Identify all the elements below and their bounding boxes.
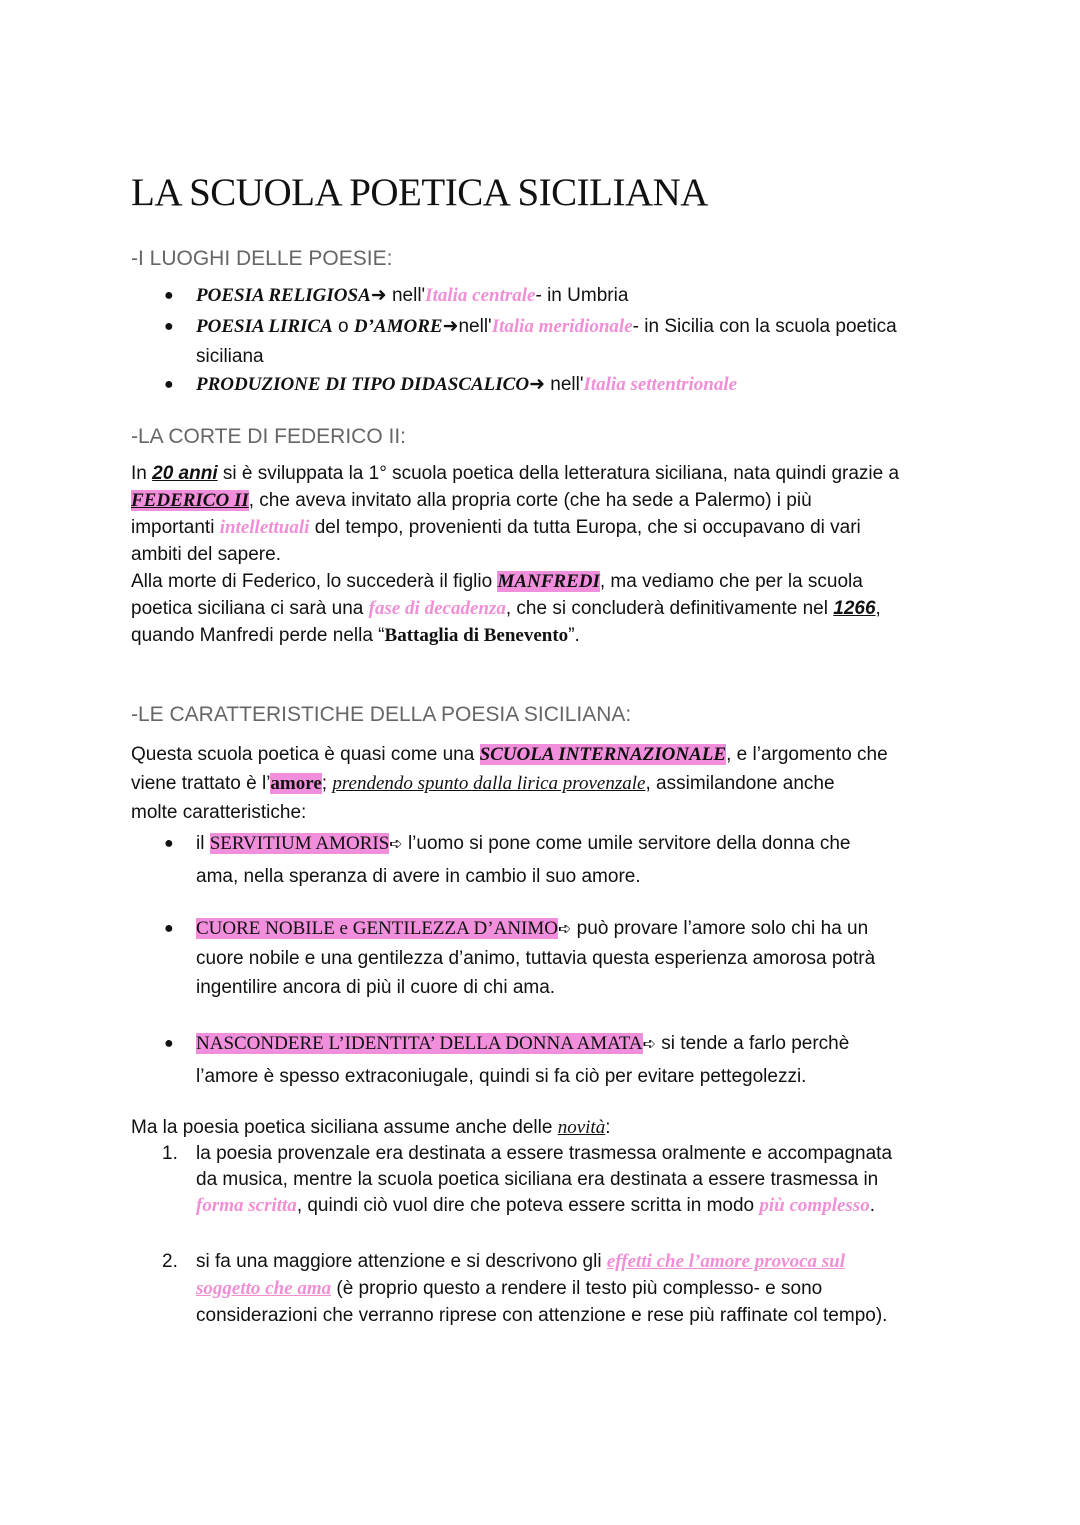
bullet-icon: ●	[164, 1035, 174, 1052]
section-heading-corte: -LA CORTE DI FEDERICO II:	[131, 425, 406, 448]
arrow-icon: ➪	[389, 836, 403, 853]
numbered-item-1: 1. la poesia provenzale era destinata a essere trasmessa oralmente e accompagnata da musica, mentre la scuola poetica siciliana era destinata a essere trasmessa in forma scritta, quindi ciò vuol dire che poteva essere scritta in modo più complesso.	[162, 1143, 893, 1216]
arrow-icon: ➪	[558, 921, 572, 938]
page-title: LA SCUOLA POETICA SICILIANA	[131, 171, 708, 214]
list-item-servitium-amoris: ● il SERVITIUM AMORIS➪ l’uomo si pone come umile servitore della donna che ama, nella speranza di avere in cambio il suo amore.	[196, 828, 996, 893]
bullet-icon: ●	[164, 376, 174, 393]
paragraph-novita: Ma la poesia poetica siciliana assume anche delle novità:	[131, 1117, 611, 1138]
bullet-icon: ●	[164, 287, 174, 304]
list-item-cuore-nobile: ● CUORE NOBILE e GENTILEZZA D’ANIMO➪ può provare l’amore solo chi ha un cuore nobile e una gentilezza d’animo, tuttavia questa esperienza amorosa potrà ingentilire ancora di più il cuore di chi ama.	[196, 914, 996, 1002]
bullet-icon: ●	[164, 318, 174, 335]
list-number: 2.	[162, 1251, 178, 1272]
section-heading-luoghi: -I LUOGHI DELLE POESIE:	[131, 247, 393, 270]
section-heading-caratteristiche: -LE CARATTERISTICHE DELLA POESIA SICILIANA:	[131, 703, 632, 726]
bullet-icon: ●	[164, 920, 174, 937]
numbered-item-2: 2. si fa una maggiore attenzione e si descrivono gli effetti che l’amore provoca sul soggetto che ama (è proprio questo a rendere il testo più complesso- e sono considerazioni che verranno riprese con attenzione e rese più raffinate col tempo).	[196, 1248, 996, 1329]
arrow-icon: ➜	[370, 285, 387, 306]
list-item-poesia-lirica: ● POESIA LIRICA o D’AMORE➜nell'Italia meridionale- in Sicilia con la scuola poetica siciliana	[196, 312, 996, 372]
arrow-icon: ➜	[442, 316, 459, 337]
list-item-produzione-didascalica: ● PRODUZIONE DI TIPO DIDASCALICO➜ nell'Italia settentrionale	[196, 370, 996, 400]
bullet-icon: ●	[164, 835, 174, 852]
list-item-poesia-religiosa: ● POESIA RELIGIOSA➜ nell'Italia centrale- in Umbria	[196, 281, 996, 311]
arrow-icon: ➜	[529, 374, 545, 395]
paragraph-federico: In 20 anni si è sviluppata la 1° scuola poetica della letteratura siciliana, nata quindi grazie a FEDERICO II, che aveva invitato alla propria corte (che ha sede a Palermo) i più importanti intellettuali del tempo, provenienti da tutta Europa, che si occupavano di vari ambiti del sapere. Alla morte di Federico, lo succederà il figlio MANFREDI, ma vediamo che per la scuola poetica siciliana ci sarà una fase di decadenza, che si concluderà definitivamente nel 1266, quando Manfredi perde nella “Battaglia di Benevento”.	[131, 463, 900, 646]
list-item-nascondere-identita: ● NASCONDERE L’IDENTITA’ DELLA DONNA AMATA➪ si tende a farlo perchè l’amore è spesso extraconiugale, quindi si fa ciò per evitare pettegolezzi.	[196, 1028, 996, 1093]
arrow-icon: ➪	[642, 1036, 657, 1053]
paragraph-intro-caratteristiche: Questa scuola poetica è quasi come una SCUOLA INTERNAZIONALE, e l’argomento che viene trattato è l’amore; prendendo spunto dalla lirica provenzale, assimilandone anche molte caratteristiche:	[131, 744, 888, 823]
list-number: 1.	[162, 1143, 178, 1164]
